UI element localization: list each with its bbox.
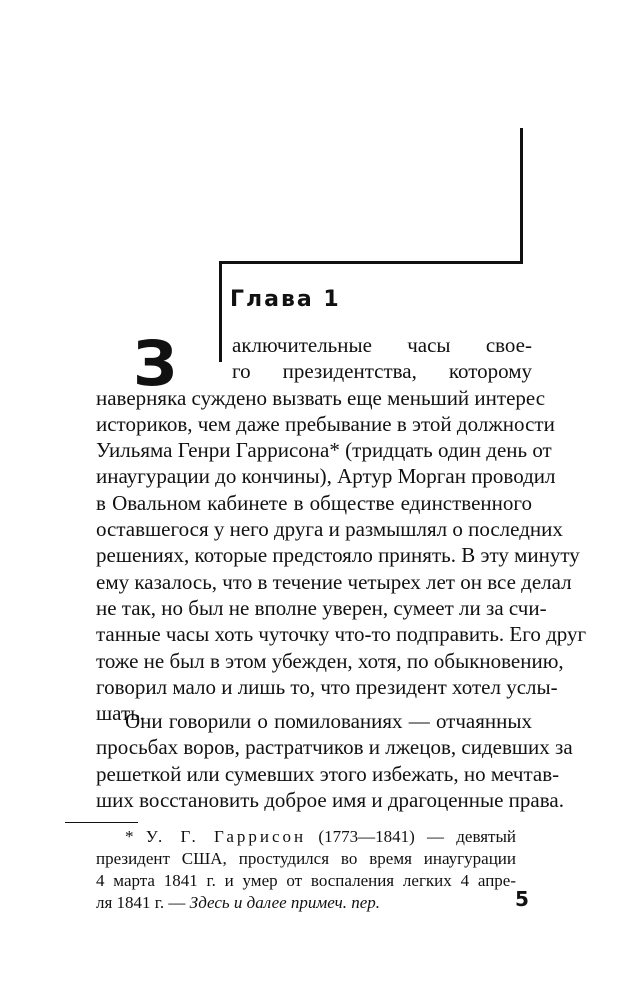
text-line: Они говорили о помилованиях — отчаянных (125, 709, 532, 733)
footnote-note: Здесь и далее примеч. пер. (189, 893, 381, 912)
text-line: тоже не был в этом убежден, хотя, по обыкновению, (96, 648, 564, 673)
text-line: шать. (96, 701, 145, 726)
text-line: го президентства, которому (232, 359, 532, 384)
text-line: ших восстановить доброе имя и драгоценные права. (96, 787, 564, 812)
chapter-title: Глава 1 (230, 287, 341, 312)
page-number: 5 (515, 887, 529, 911)
text-line: говорил мало и лишь то, что президент хотел услы- (96, 674, 558, 699)
text-line: оставшегося у него друга и размышлял о последних (96, 517, 563, 542)
footnote-text: (1773—1841) — девятый (306, 827, 517, 846)
drop-cap-letter: З (133, 327, 178, 400)
text-line: в Овальном кабинете в обществе единственного (96, 490, 532, 515)
text-line: не так, но был не вполне уверен, сумеет ли за счи- (96, 595, 547, 620)
footnote-marker: * (125, 827, 146, 846)
chapter-frame-horizontal-line (219, 261, 523, 264)
text-line: наверняка суждено вызвать еще меньший интерес (96, 385, 546, 410)
paragraph-2 (96, 708, 573, 813)
text-line: решениях, которые предстояло принять. В эту минуту (96, 543, 580, 568)
footnote-line: президент США, простудился во время инаугурации (96, 849, 516, 868)
text-line: танные часы хоть чуточку что-то подправить. Его друг (96, 622, 587, 647)
footnote-text: ля 1841 г. — (96, 893, 190, 912)
text-line: аключительные часы свое- (232, 333, 532, 357)
text-line: Уильяма Генри Гаррисона* (тридцать один день от (96, 438, 552, 463)
chapter-frame-vertical-line (520, 128, 523, 263)
footnote-separator (65, 822, 138, 823)
footnote-line (96, 826, 516, 848)
footnote (96, 826, 516, 914)
text-line: инаугурации до кончины), Артур Морган проводил (96, 464, 556, 489)
text-line: историков, чем даже пребывание в этой должности (96, 411, 555, 436)
text-line: ему казалось, что в течение четырех лет он все делал (96, 569, 572, 594)
text-line: просьбах воров, растратчиков и лжецов, сидевших за (96, 735, 573, 760)
footnote-name: У. Г. Гаррисон (145, 827, 307, 846)
text-line: решеткой или сумевших этого избежать, но мечтав- (96, 761, 560, 786)
paragraph-1 (96, 327, 587, 726)
footnote-line (96, 892, 516, 914)
footnote-line: 4 марта 1841 г. и умер от воспаления легких 4 апре- (96, 871, 516, 890)
